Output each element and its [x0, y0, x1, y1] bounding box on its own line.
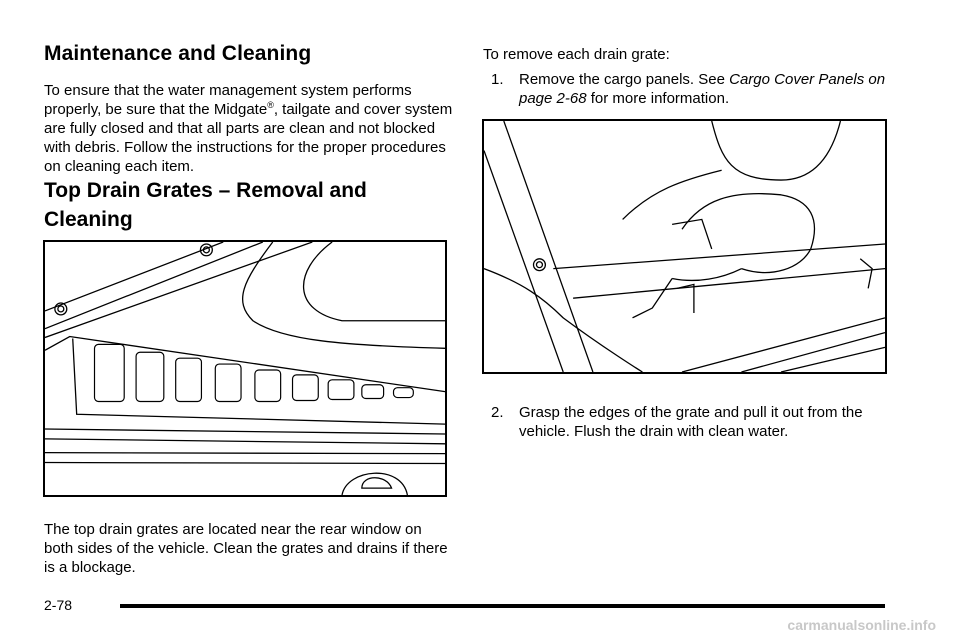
intro-text-before: To ensure that the water management system performs properly, be sure that the Midgate [44, 82, 412, 118]
step-1-text-before: Remove the cargo panels. See [519, 71, 730, 88]
step-2 [483, 403, 893, 441]
drain-grate-drawing [45, 242, 445, 495]
step-1 [483, 70, 893, 108]
step-1-number: 1. [491, 71, 504, 88]
step-2-text: Grasp the edges of the grate and pull it out from the vehicle. Flush the drain with clean water. [519, 404, 863, 440]
registered-mark: ® [267, 100, 274, 110]
drain-grate-illustration [43, 240, 447, 497]
step-1-text [519, 70, 893, 108]
page-number: 2-78 [44, 597, 73, 613]
cargo-cover-panels-reference[interactable]: Cargo Cover Panels on page 2-68 [519, 71, 886, 107]
watermark: carmanualsonline.info [787, 617, 936, 633]
step-2-number: 2. [491, 404, 504, 421]
removal-intro: To remove each drain grate: [483, 46, 670, 63]
section-heading: Maintenance and Cleaning [44, 42, 312, 65]
location-paragraph: The top drain grates are located near the rear window on both sides of the vehicle. Clean the grates and drains if there is a blockage. [44, 521, 448, 576]
grate-removal-illustration [482, 119, 887, 374]
intro-paragraph [44, 81, 454, 176]
footer-rule [120, 604, 885, 608]
subsection-heading: Top Drain Grates – Removal and Cleaning [44, 179, 367, 231]
grate-removal-drawing [484, 121, 885, 372]
step-1-text-after: for more information. [586, 90, 730, 107]
intro-text-after: , tailgate and cover system are fully closed and that all parts are clean and not blocked with debris. Follow the instructions for the proper procedures on cleaning each item. [44, 101, 453, 175]
